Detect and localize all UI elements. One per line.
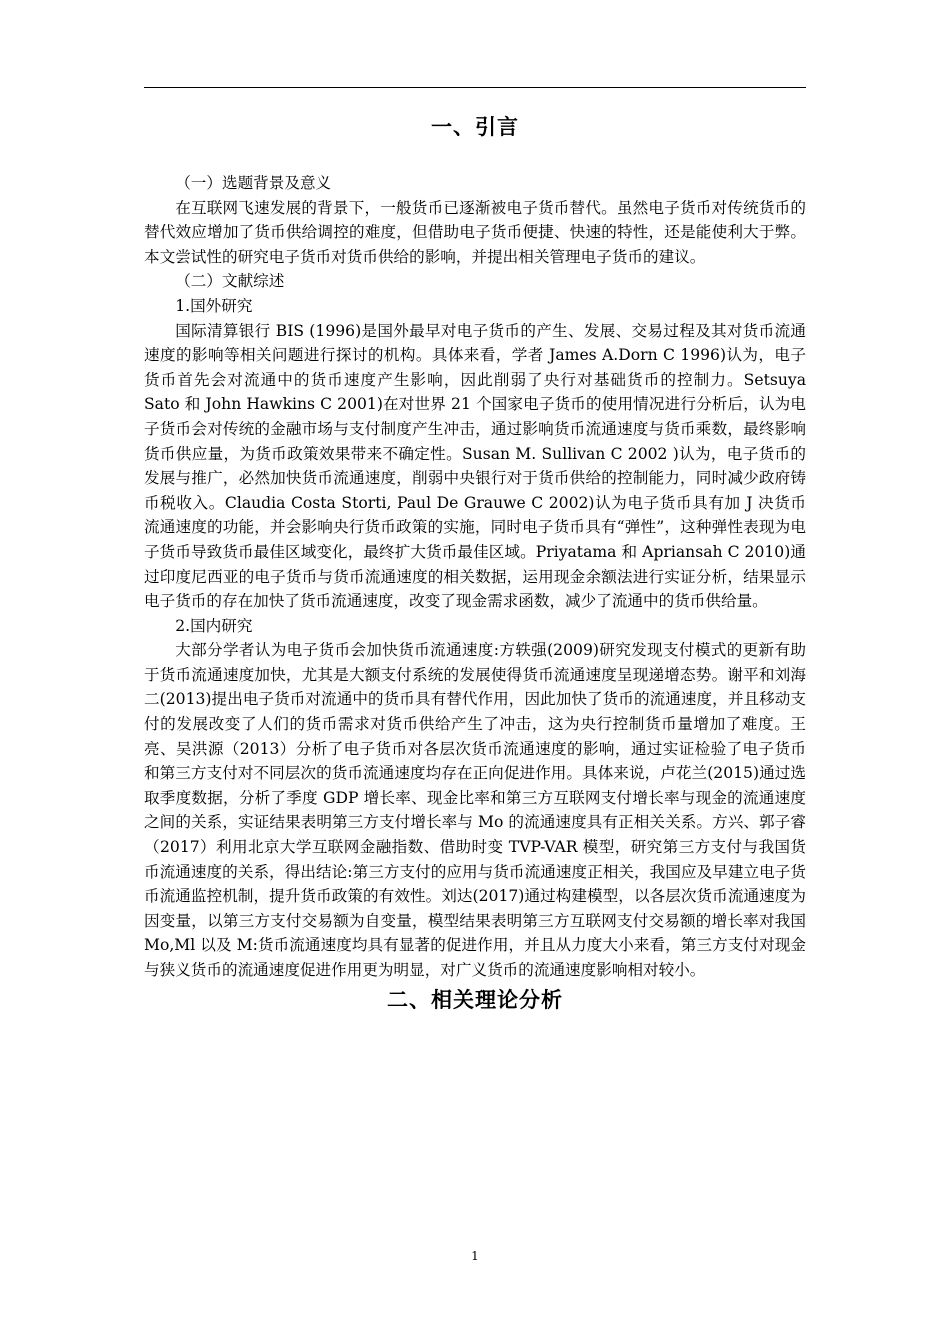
- subheading-literature-review: （二）文献综述: [175, 272, 285, 291]
- paragraph-foreign-research: 国际清算银行 BIS (1996)是国外最早对电子货币的产生、发展、交易过程及其对货币流通速度的影响等相关问题进行探讨的机构。具体来看，学者 James A.Dorn C 1996)认为，电子货币首先会对流通中的货币速度产生影响，因此削弱了央行对基础货币的控制力。Setsuya Sato 和 John Hawkins C 2001)在对世界 21 个国家电子货币的使用情况进行分析后，认为电子货币会对传统的金融市场与支付制度产生冲击，通过影响货币流通速度与货币乘数，最终影响货币供应量，为货币政策效果带来不确定性。Susan M. Sullivan C 2002 )认为，电子货币的发展与推广，必然加快货币流通速度，削弱中央银行对于货币供给的控制能力，同时减少政府铸币税收入。Claudia Costa Storti, Paul De Grauwe C 2002)认为电子货币具有加 J 决货币流通速度的功能，并会影响央行货币政策的实施，同时电子货币具有“弹性”，这种弹性表现为电子货币导致货币最佳区域变化，最终扩大货币最佳区域。Priyatama 和 Apriansah C 2010)通过印度尼西亚的电子货币与货币流通速度的相关数据，运用现金余额法进行实证分析，结果显示电子货币的存在加快了货币流通速度，改变了现金需求函数，减少了流通中的货币供给量。: [144, 321, 806, 611]
- subheading-background: （一）选题背景及意义: [175, 174, 332, 192]
- header-rule: [144, 87, 806, 88]
- page-number: 1: [471, 1249, 479, 1263]
- section-heading-theory: 二、相关理论分析: [387, 987, 563, 1012]
- document-body: [144, 112, 806, 1015]
- paragraph-domestic-research: 大部分学者认为电子货币会加快货币流通速度:方轶强(2009)研究发现支付模式的更新有助于货币流通速度加快，尤其是大额支付系统的发展使得货币流通速度呈现递增态势。谢平和刘海二(2013)提出电子货币对流通中的货币具有替代作用，因此加快了货币的流通速度，并且移动支付的发展改变了人们的货币需求对货币供给产生了冲击，这为央行控制货币量增加了难度。王亮、吴洪源（2013）分析了电子货币对各层次货币流通速度的影响，通过实证检验了电子货币和第三方支付对不同层次的货币流通速度均存在正向促进作用。具体来说，卢花兰(2015)通过选取季度数据，分析了季度 GDP 增长率、现金比率和第三方互联网支付增长率与现金的流通速度之间的关系，实证结果表明第三方支付增长率与 Mo 的流通速度具有正相关关系。方兴、郭子睿（2017）利用北京大学互联网金融指数、借助时变 TVP-VAR 模型，研究第三方支付与我国货币流通速度的关系，得出结论:第三方支付的应用与货币流通速度正相关，我国应及早建立电子货币流通监控机制，提升货币政策的有效性。刘达(2017)通过构建模型，以各层次货币流通速度为因变量，以第三方支付交易额为自变量，模型结果表明第三方互联网支付交易额的增长率对我国 Mo,Ml 以及 M:货币流通速度均具有显著的促进作用，并且从力度大小来看，第三方支付对现金与狭义货币的流通速度促进作用更为明显，对广义货币的流通速度影响相对较小。: [144, 641, 806, 979]
- subheading-domestic-research: 2.国内研究: [175, 616, 253, 635]
- subheading-foreign-research: 1.国外研究: [175, 296, 253, 315]
- section-heading-introduction: 一、引言: [431, 115, 519, 139]
- paragraph-background: 在互联网飞速发展的背景下，一般货币已逐渐被电子货币替代。虽然电子货币对传统货币的替代效应增加了货币供给调控的难度，但借助电子货币便捷、快速的特性，还是能使利大于弊。本文尝试性的研究电子货币对货币供给的影响，并提出相关管理电子货币的建议。: [144, 198, 806, 266]
